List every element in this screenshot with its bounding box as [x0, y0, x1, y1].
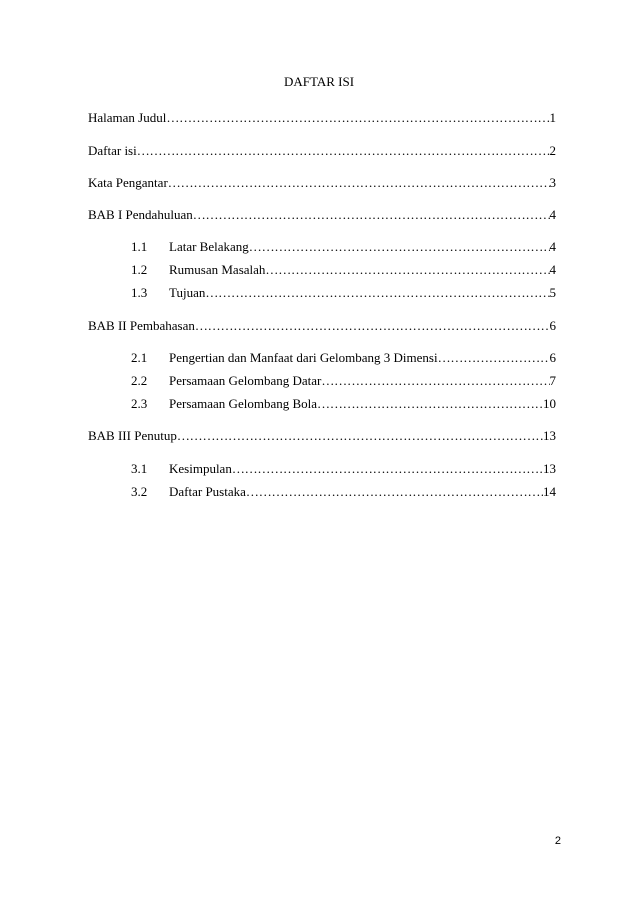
toc-leader-dots [232, 461, 543, 477]
toc-entry-label: Kesimpulan [169, 461, 232, 476]
toc-leader-dots [438, 350, 550, 366]
toc-entry-label: Daftar Pustaka [169, 484, 246, 499]
toc-entry-number: 2.3 [131, 396, 148, 411]
toc-entry-bab-1 [88, 207, 556, 225]
toc-leader-dots [246, 484, 543, 500]
toc-leader-dots [177, 428, 543, 444]
toc-entry-page: 5 [549, 285, 556, 300]
toc-subentry-1-3 [131, 285, 556, 303]
toc-entry-number: 2.1 [131, 350, 148, 365]
toc-subentry-3-2 [131, 484, 556, 502]
toc-entry-label: Persamaan Gelombang Datar [169, 373, 322, 388]
toc-entry-page: 2 [549, 143, 556, 158]
toc-leader-dots [249, 239, 550, 255]
toc-entry-number: 1.2 [131, 262, 148, 277]
toc-entry-halaman-judul [88, 110, 556, 128]
toc-entry-page: 4 [549, 262, 556, 277]
toc-subentry-2-3 [131, 396, 556, 414]
toc-subentry-1-2 [131, 262, 556, 280]
toc-entry-label: Kata Pengantar [88, 175, 168, 190]
toc-leader-dots [168, 175, 550, 191]
toc-subentry-1-1 [131, 239, 556, 257]
toc-entry-kata-pengantar [88, 175, 556, 193]
toc-entry-label: Halaman Judul [88, 110, 167, 125]
toc-entry-page: 13 [543, 461, 556, 476]
toc-entry-page: 3 [549, 175, 556, 190]
toc-leader-dots [265, 262, 549, 278]
toc-leader-dots [166, 110, 549, 126]
toc-entry-number: 1.3 [131, 285, 148, 300]
toc-leader-dots [205, 285, 549, 301]
toc-entry-bab-2 [88, 318, 556, 336]
toc-entry-label: BAB II Pembahasan [88, 318, 195, 333]
toc-leader-dots [137, 143, 550, 159]
toc-entry-page: 4 [549, 207, 556, 222]
toc-entry-page: 13 [543, 428, 556, 443]
toc-entry-label: BAB I Pendahuluan [88, 207, 193, 222]
toc-entry-number: 1.1 [131, 239, 148, 254]
toc-subentry-2-1 [131, 350, 556, 368]
toc-entry-label: Tujuan [169, 285, 206, 300]
toc-entry-label: Persamaan Gelombang Bola [169, 396, 318, 411]
toc-entry-page: 6 [549, 318, 556, 333]
toc-entry-daftar-isi [88, 143, 556, 161]
toc-entry-label: Rumusan Masalah [169, 262, 266, 277]
toc-entry-label: Latar Belakang [169, 239, 249, 254]
toc-entry-bab-3 [88, 428, 556, 446]
toc-subentry-3-1 [131, 461, 556, 479]
toc-entry-page: 14 [543, 484, 556, 499]
toc-leader-dots [193, 207, 550, 223]
toc-leader-dots [317, 396, 543, 412]
toc-entry-page: 7 [549, 373, 556, 388]
toc-subentry-2-2 [131, 373, 556, 391]
toc-title: DAFTAR ISI [283, 74, 355, 89]
page-number: 2 [554, 835, 561, 847]
toc-entry-label: Daftar isi [88, 143, 137, 158]
toc-entry-label: BAB III Penutup [88, 428, 177, 443]
toc-entry-number: 2.2 [131, 373, 148, 388]
toc-entry-number: 3.2 [131, 484, 148, 499]
toc-leader-dots [321, 373, 549, 389]
toc-entry-page: 4 [549, 239, 556, 254]
toc-entry-number: 3.1 [131, 461, 148, 476]
toc-entry-page: 10 [543, 396, 556, 411]
toc-entry-label: Pengertian dan Manfaat dari Gelombang 3 Dimensi [169, 350, 438, 365]
toc-entry-page: 6 [549, 350, 556, 365]
toc-entry-page: 1 [549, 110, 556, 125]
toc-leader-dots [195, 318, 550, 334]
